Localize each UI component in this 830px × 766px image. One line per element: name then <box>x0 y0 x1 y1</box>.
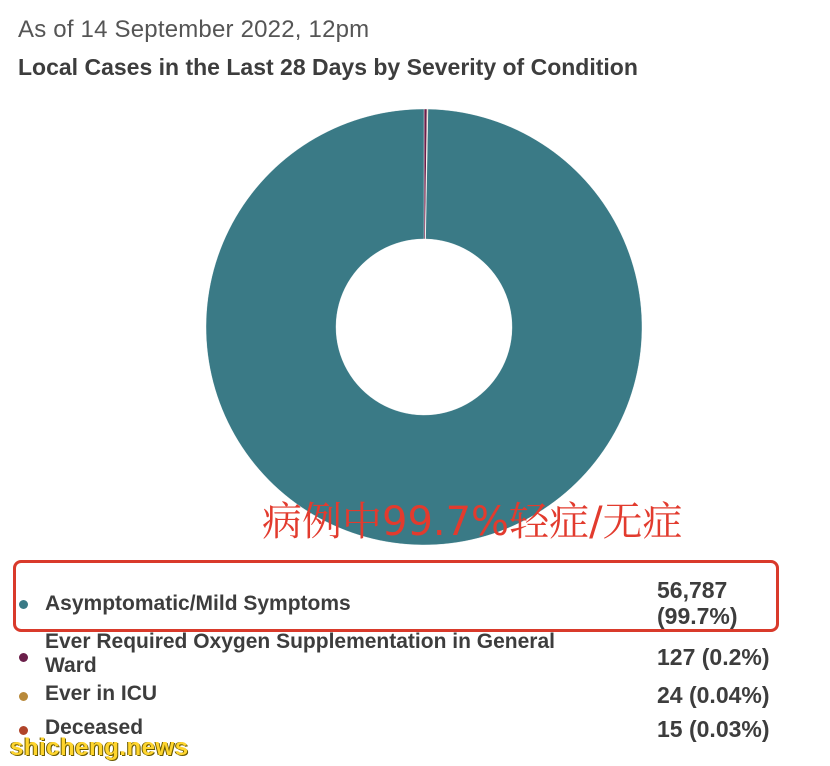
legend-value-icu: 24 (0.04%) <box>657 682 770 708</box>
chart-title: Local Cases in the Last 28 Days by Severity of Condition <box>18 54 638 80</box>
as-of-date: As of 14 September 2022, 12pm <box>18 16 370 43</box>
legend-label-asymptomatic: Asymptomatic/Mild Symptoms <box>45 592 351 615</box>
legend-label-icu: Ever in ICU <box>45 682 158 705</box>
watermark: shicheng.news <box>10 734 189 761</box>
legend-dot-icu <box>19 692 28 701</box>
legend-label-deceased: Deceased <box>45 716 144 739</box>
chinese-annotation: 病例中99.7%轻症/无症 <box>262 499 683 545</box>
legend-dot-oxygen <box>19 653 28 662</box>
donut-slice-asymptomatic-mild-symptoms <box>206 109 642 545</box>
legend-dot-asymptomatic <box>19 600 28 609</box>
legend-value-deceased: 15 (0.03%) <box>657 716 770 742</box>
legend-label-oxygen: Ever Required Oxygen Supplementation in General Ward <box>45 630 555 677</box>
legend-value-asymptomatic: 56,787 (99.7%) <box>657 577 738 629</box>
legend-value-oxygen: 127 (0.2%) <box>657 644 770 670</box>
donut-chart <box>0 95 830 555</box>
